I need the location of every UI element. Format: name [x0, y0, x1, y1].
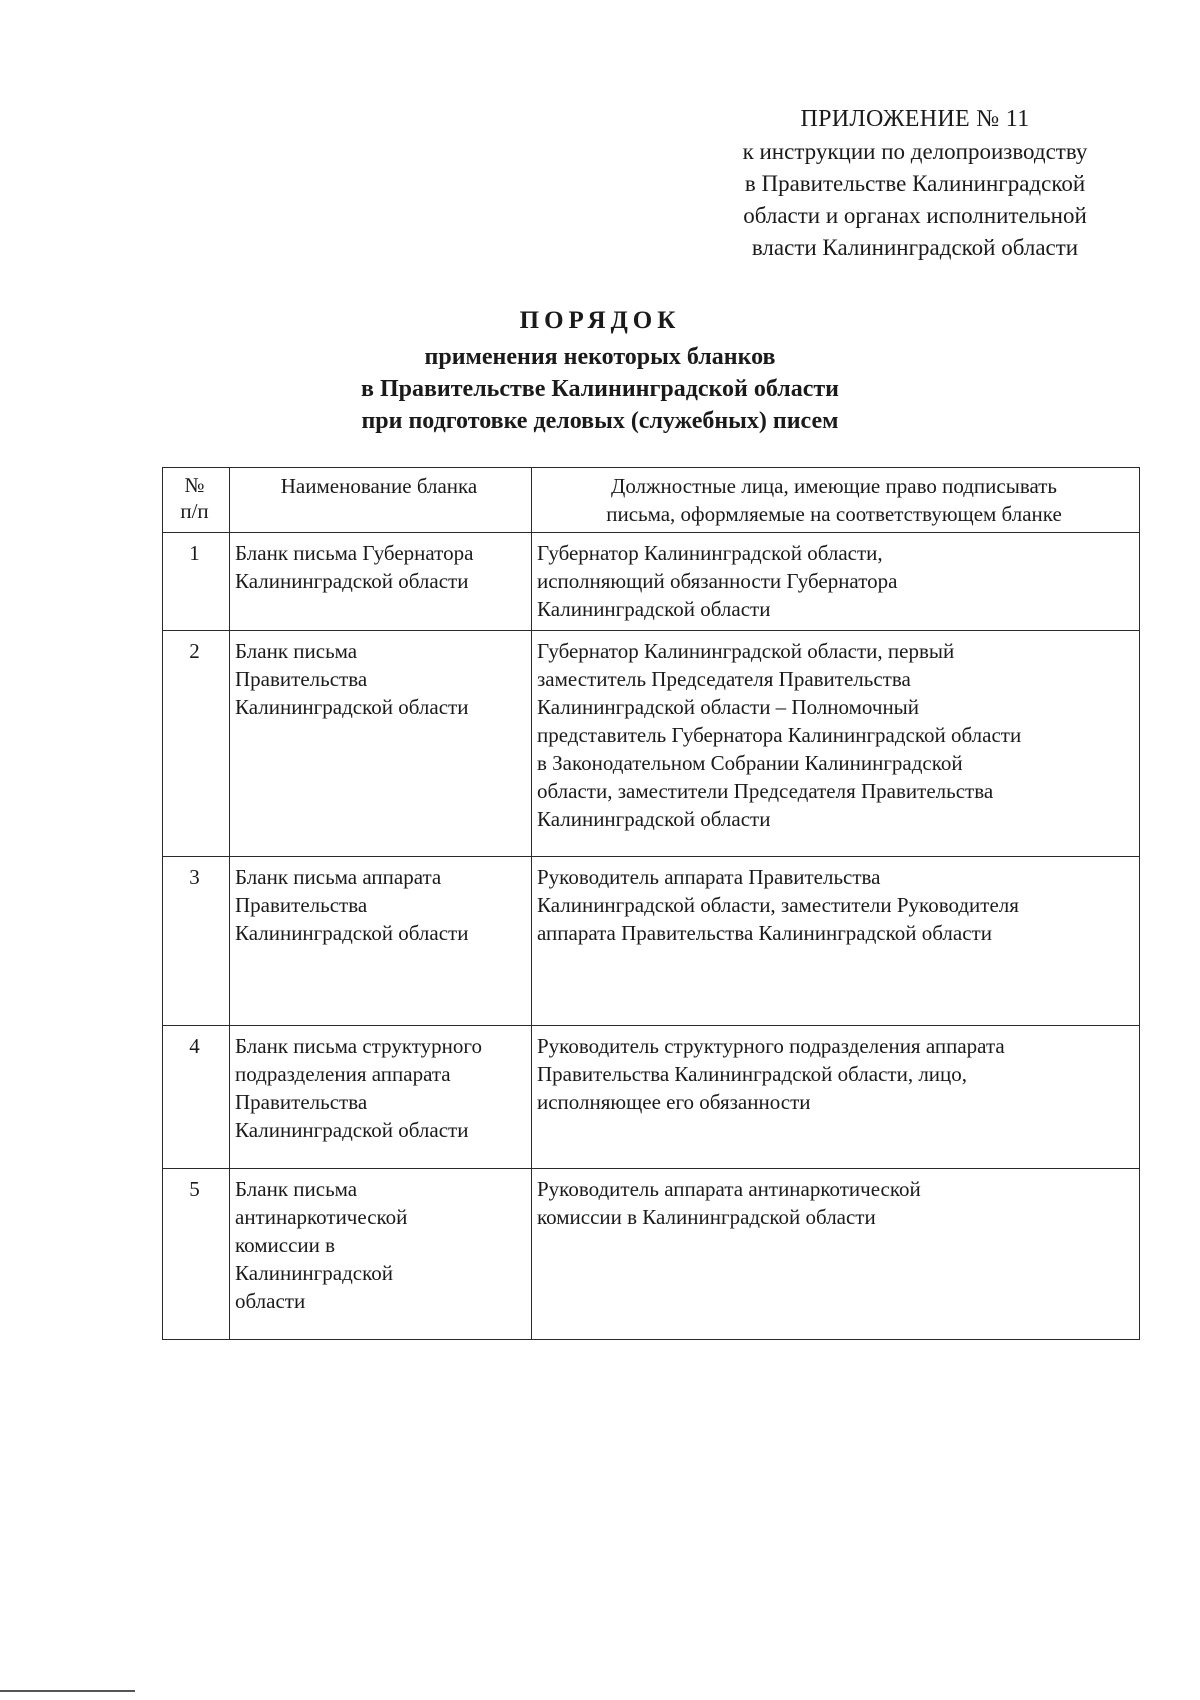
appendix-block [690, 103, 1140, 264]
table-row [163, 1026, 1140, 1169]
appendix-line: в Правительстве Калининградской [744, 171, 1086, 196]
table-row [163, 1169, 1140, 1340]
row-number: 4 [163, 1026, 230, 1169]
row-number: 1 [163, 533, 230, 631]
row-blank-name: Бланк письма Губернатора Калининградской области [230, 533, 532, 631]
header-officials: Должностные лица, имеющие право подписывать письма, оформляемые на соответствующем бланке [532, 468, 1140, 533]
document-subtitle-line: в Правительстве Калининградской области [360, 376, 839, 402]
scan-edge-line [0, 1690, 135, 1692]
table-row [163, 857, 1140, 1026]
appendix-line: области и органах исполнительной [743, 203, 1087, 228]
document-title: ПОРЯДОК [519, 307, 681, 334]
row-blank-name: Бланк письма антинаркотической комиссии в Калининградской области [230, 1169, 532, 1340]
row-number: 3 [163, 857, 230, 1026]
row-number: 2 [163, 631, 230, 857]
row-blank-name: Бланк письма структурного подразделения аппарата Правительства Калининградской области [230, 1026, 532, 1169]
header-blank-name: Наименование бланка [230, 468, 532, 533]
blanks-table [162, 467, 1140, 1340]
table-row [163, 533, 1140, 631]
row-blank-name: Бланк письма аппарата Правительства Калининградской области [230, 857, 532, 1026]
document-subtitle-line: при подготовке деловых (служебных) писем [361, 408, 839, 434]
row-officials: Руководитель аппарата Правительства Калининградской области, заместители Руководителя аппарата Правительства Калининградской области [532, 857, 1140, 1026]
header-number: № п/п [163, 468, 230, 533]
row-blank-name: Бланк письма Правительства Калининградской области [230, 631, 532, 857]
document-heading [0, 305, 1200, 437]
appendix-line: к инструкции по делопроизводству [742, 139, 1088, 164]
row-officials: Руководитель аппарата антинаркотической комиссии в Калининградской области [532, 1169, 1140, 1340]
row-officials: Руководитель структурного подразделения аппарата Правительства Калининградской области, лицо, исполняющее его обязанности [532, 1026, 1140, 1169]
row-number: 5 [163, 1169, 230, 1340]
document-subtitle-line: применения некоторых бланков [424, 344, 776, 370]
row-officials: Губернатор Калининградской области, первый заместитель Председателя Правительства Калининградской области – Полномочный представитель Губернатора Калининградской области в Законодательном Собрании Калининградской области, заместители Председателя Правительства Калининградской области [532, 631, 1140, 857]
appendix-line: власти Калининградской области [751, 235, 1079, 260]
appendix-title: ПРИЛОЖЕНИЕ № 11 [800, 106, 1030, 132]
table-row [163, 631, 1140, 857]
table-header-row [163, 468, 1140, 533]
row-officials: Губернатор Калининградской области, исполняющий обязанности Губернатора Калининградской области [532, 533, 1140, 631]
